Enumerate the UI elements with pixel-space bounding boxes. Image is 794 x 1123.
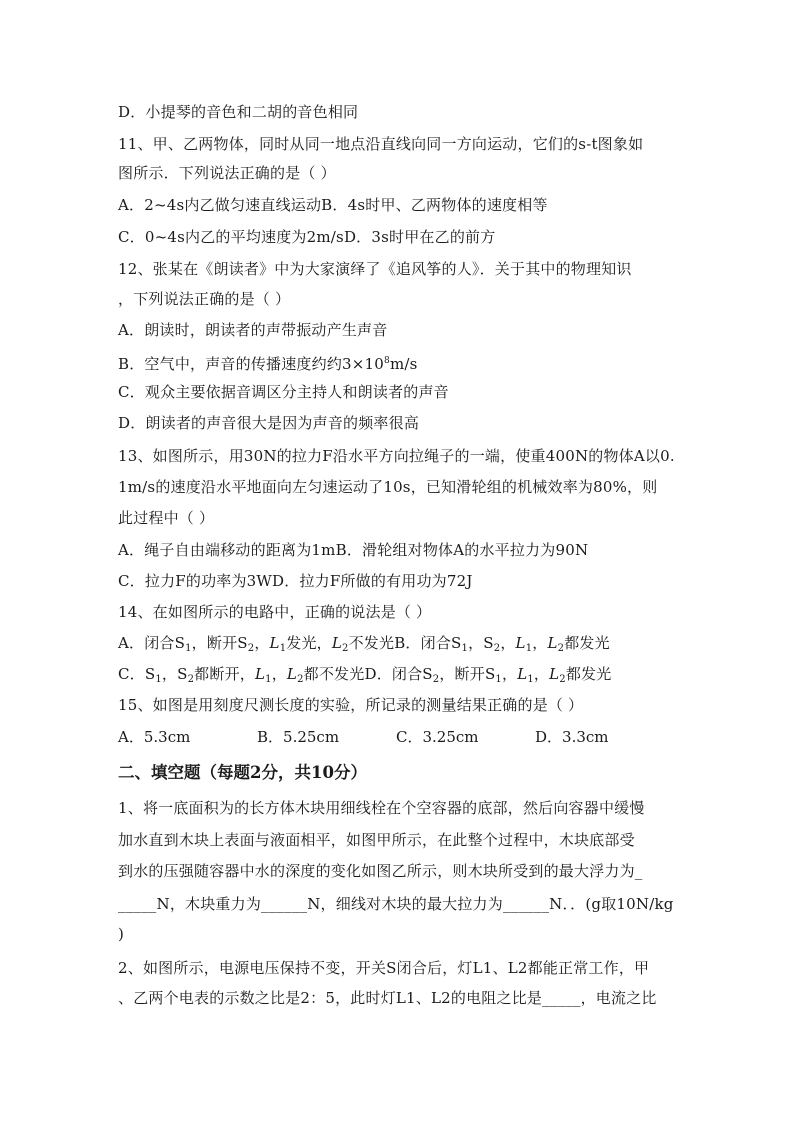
- q13-stem-line2: 1m/s的速度沿水平地面向左匀速运动了10s，已知滑轮组的机械效率为80%，则: [118, 478, 658, 496]
- fill1-line2: 加水直到木块上表面与液面相平，如图甲所示，在此整个过程中，木块底部受: [118, 831, 635, 849]
- fill1-line4: _____N，木块重力为______N，细线对木块的最大拉力为______N．．(g取10N/kg: [118, 895, 674, 913]
- fill1-line5: ): [118, 925, 125, 943]
- q12-option-a: A．朗读时，朗读者的声带振动产生声音: [118, 321, 388, 339]
- q12-option-c: C．观众主要依据音调区分主持人和朗读者的声音: [118, 383, 449, 401]
- fill1-line1: 1、将一底面积为的长方体木块用细线栓在个空容器的底部，然后向容器中缓慢: [118, 799, 645, 817]
- q15-option-d: D．3.3cm: [535, 728, 609, 746]
- fill1-line3: 到水的压强随容器中水的深度的变化如图乙所示，则木块所受到的最大浮力为_: [118, 862, 643, 880]
- q12-stem-line2: ，下列说法正确的是（ ）: [118, 290, 291, 308]
- q13-options-cd: C．拉力F的功率为3WD．拉力F所做的有用功为72J: [118, 572, 473, 590]
- q12-option-d: D．朗读者的声音很大是因为声音的频率很高: [118, 414, 420, 432]
- fill2-line1: 2、如图所示，电源电压保持不变，开关S闭合后，灯L1、L2都能正常工作，甲: [118, 959, 650, 977]
- q11-options-ab: A．2~4s内乙做匀速直线运动B．4s时甲、乙两物体的速度相等: [118, 196, 548, 214]
- q15-option-a: A．5.3cm: [118, 728, 191, 746]
- q15-stem: 15、如图是用刻度尺测长度的实验，所记录的测量结果正确的是（ ）: [118, 696, 584, 714]
- q15-option-c: C．3.25cm: [396, 728, 479, 746]
- q11-options-cd: C．0~4s内乙的平均速度为2m/sD．3s时甲在乙的前方: [118, 228, 496, 246]
- q12-stem-line1: 12、张某在《朗读者》中为大家演绎了《追风筝的人》．关于其中的物理知识: [118, 260, 632, 278]
- q15-option-b: B．5.25cm: [257, 728, 340, 746]
- q14-options-cd: C．$S_1$，$S_2$都断开，$L_1$，$L_2$都不发光D．闭合$S_2$，断开$S_1$，$L_1$，$L_2$都发光: [118, 665, 612, 685]
- q14-options-ab: A．闭合$S_1$，断开$S_2$，$L_1$发光，$L_2$不发光B．闭合$S_1$，$S_2$，$L_1$，$L_2$都发光: [118, 634, 610, 654]
- q13-stem-line3: 此过程中（ ）: [118, 509, 215, 527]
- q11-stem-line2: 图所示．下列说法正确的是（ ）: [118, 164, 336, 182]
- q10-option-d: D．小提琴的音色和二胡的音色相同: [118, 103, 359, 121]
- q12-option-b: B．空气中，声音的传播速度约约$3\times 10^8m/s$: [118, 355, 418, 373]
- q15-options: [118, 727, 609, 747]
- q13-stem-line1: 13、如图所示，用30N的拉力F沿水平方向拉绳子的一端，使重400N的物体A以0.: [118, 447, 675, 465]
- q11-stem-line1: 11、甲、乙两物体，同时从同一地点沿直线向同一方向运动，它们的s-t图象如: [118, 135, 644, 153]
- q14-stem: 14、在如图所示的电路中，正确的说法是（ ）: [118, 603, 432, 621]
- q13-options-ab: A．绳子自由端移动的距离为1mB．滑轮组对物体A的水平拉力为90N: [118, 541, 589, 559]
- section-title-fill-in: 二、填空题（每题2分，共10分）: [118, 763, 367, 782]
- fill2-line2: 、乙两个电表的示数之比是2：5，此时灯L1、L2的电阻之比是_____，电流之比: [118, 989, 657, 1007]
